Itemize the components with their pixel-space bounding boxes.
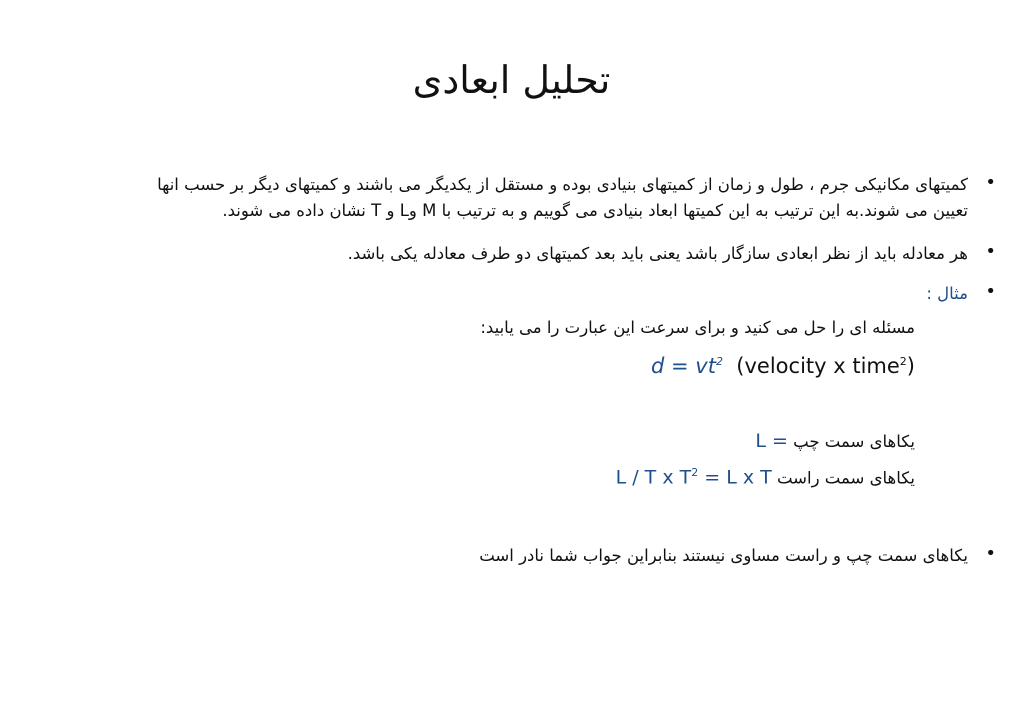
left-units-value: L = <box>755 430 788 452</box>
right-units-value-a: L / T x T <box>615 466 692 489</box>
bullet-text-line-2: تعیین می شوند.به این ترتیب به این کمیتها ابعاد بنیادی می گوییم و به ترتیب با M وL و T نشان داده می شوند. <box>222 201 968 220</box>
equation-exponent: 2 <box>715 355 723 368</box>
left-units-label: یکاهای سمت چپ <box>793 432 915 451</box>
right-side-units <box>616 466 915 488</box>
bullet-item-example <box>60 281 996 307</box>
equation-note <box>736 354 915 378</box>
equation-note-prefix: (velocity x time <box>736 354 900 378</box>
example-problem-text: مسئله ای را حل می کنید و برای سرعت این عبارت را می یابید: <box>480 318 915 337</box>
slide-title: تحلیل ابعادی <box>412 58 611 102</box>
example-heading: مثال : <box>926 284 968 303</box>
right-units-label: یکاهای سمت راست <box>776 468 915 488</box>
right-units-value-b: = L x T <box>698 466 772 489</box>
bullet-icon: • <box>985 281 996 302</box>
bullet-icon: • <box>985 543 996 564</box>
right-units-value <box>616 466 772 488</box>
bullet-item-dimensional-consistency <box>60 241 996 267</box>
example-equation <box>651 354 915 378</box>
bullet-item-fundamental-quantities <box>60 172 996 224</box>
equation-note-exponent: 2 <box>899 355 907 368</box>
bullet-text: یکاهای سمت چپ و راست مساوی نیستند بنابراین جواب شما نادر است <box>479 546 968 565</box>
bullet-icon: • <box>985 172 996 193</box>
equation-expression: d = vt <box>650 354 716 378</box>
bullet-text-line-1: کمیتهای مکانیکی جرم ، طول و زمان از کمیتهای بنیادی بوده و مستقل از یکدیگر می باشند و کمیتهای دیگر بر حسب انها <box>157 175 968 194</box>
bullet-item-conclusion <box>60 543 996 569</box>
bullet-text: هر معادله باید از نظر ابعادی سازگار باشد یعنی باید بعد کمیتهای دو طرف معادله یکی باشد. <box>347 244 968 263</box>
left-side-units <box>755 430 915 452</box>
bullet-icon: • <box>985 241 996 262</box>
equation-note-suffix: ) <box>906 354 915 378</box>
right-units-exponent: 2 <box>691 466 699 479</box>
